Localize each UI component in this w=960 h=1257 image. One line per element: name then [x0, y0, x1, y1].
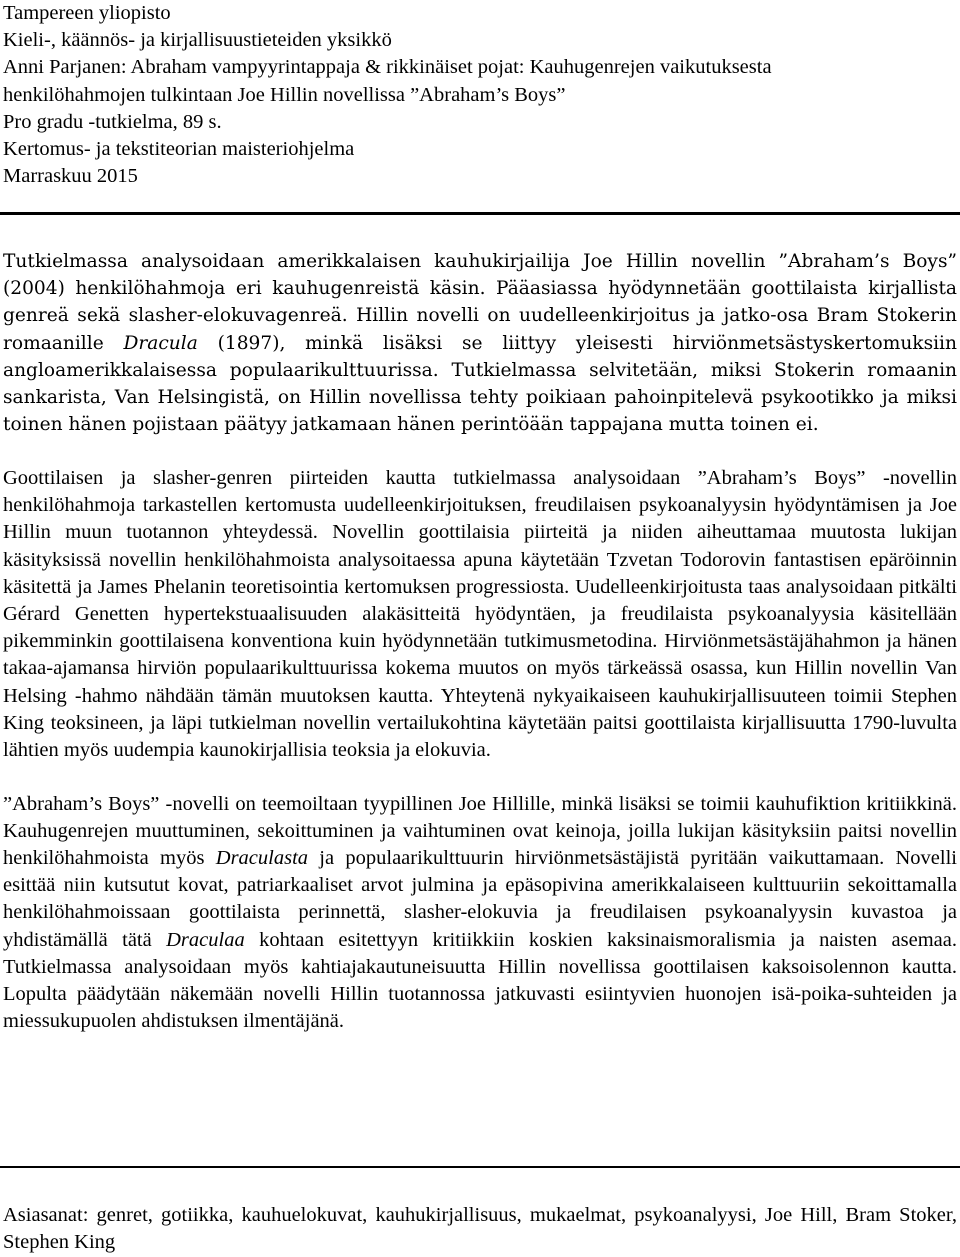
abstract-paragraph-2: Goottilaisen ja slasher-genren piirteiden kautta tutkielmassa analysoidaan ”Abraham’s Boys” -novellin henkilöhahmoja tarkastellen kertomusta uudelleenkirjoituksen, freudilaisen psykoanalyysin hyödyntämisen ja Joe Hillin muun tuotannon yhteydessä. Novellin goottilaisia piirteitä ja niiden aiheuttamaa muutosta lukijan käsityksissä novellin henkilöhahmoista analysoitaessa apuna käytetään Tzvetan Todorovin fantastisen epäröinnin käsitettä ja James Phelanin teoretisointia kertomuksen progressiosta. Uudelleenkirjoitusta taas analysoidaan pitkälti Gérard Genetten hypertekstuaalisuuden alakäsitteitä hyödyntäen, ja freudilaista psykoanalyysia käsitellään pikemminkin goottilaisena konventiona kuin hyödynnetään tutkimusmetodina. Hirviönmetsästäjähahmon ja hänen takaa-ajamansa hirviön populaarikulttuurissa kokema muutos on myös tärkeässä osassa, kun Hillin novellin Van Helsing -hahmo nähdään tämän muutoksen kautta. Yhteytenä nykyaikaiseen kauhukirjallisuuteen toimii Stephen King teoksineen, ja läpi tutkielman novellin vertailukohtina käytetään paitsi goottilaista kirjallisuutta 1790-luvulta lähtien myös uudempia kaunokirjallisia teoksia ja elokuvia.: [3, 466, 957, 761]
abstract-p3-text-c: kohtaan esitettyyn kritiikkiin koskien kaksinaismoralismia ja naisten asemaa. Tutkielmassa analysoidaan myös kahtiajakautuneisuutta Hillin novellissa goottilaisen kaksoisolennon kautta. Lopulta päädytään näkemään novelli Hillin tuotannossa jatkuvasti esiintyvien huonojen isä-poika-suhteiden ja miessukupuolen ahdistuksen ilmentäjänä.: [3, 928, 958, 1033]
abstract-p3-text-a: ”Abraham’s Boys” -novelli on teemoiltaan tyypillinen Joe Hillille, minkä lisäksi se toimii kauhufiktion kritiikkinä. Kauhugenrejen muuttuminen, sekoittuminen ja vaihtuminen ovat keinoja, joilla lukijan käsityksiin paitsi novellin henkilöhahmoista myös: [3, 792, 957, 870]
author-title-line-1: Anni Parjanen: Abraham vampyyrintappaja & rikkinäiset pojat: Kauhugenrejen vaikutuksesta: [3, 56, 772, 79]
abstract-body: [3, 248, 957, 1062]
abstract-paragraph-3: [3, 791, 957, 1036]
bottom-divider: [0, 1166, 960, 1168]
abstract-p3-title-italic-2: Draculaa: [166, 928, 245, 951]
thesis-header: [3, 0, 953, 190]
university-name: Tampereen yliopisto: [3, 2, 171, 24]
author-title-line-2: henkilöhahmojen tulkintaan Joe Hillin novellissa ”Abraham’s Boys”: [3, 83, 566, 106]
abstract-p3-text-b: ja populaarikulttuurin hirviönmetsästäjistä pyritään vaikuttamaan. Novelli esittää niin kutsutut kovat, patriarkaaliset arvot julmina ja epäsopivina amerikkalaiseen kulttuuriin sekoittamalla henkilöhahmoissaan goottilaista perinnettä, slasher-elokuvia ja freudilaisen psykoanalyysin kuvastoa ja yhdistämällä tätä: [3, 847, 957, 951]
abstract-p1-text-a: Tutkielmassa analysoidaan amerikkalaisen kauhukirjailija Joe Hillin novellin ”Abraham’s Boys” (2004) henkilöhahmoja eri kauhugenreistä käsin. Pääasiassa hyödynnetään goottilaista kirjallista genreä sekä slasher-elokuvagenreä. Hillin novelli on uudelleenkirjoitus ja jatko-osa Bram Stokerin romaanille: [3, 251, 957, 354]
abstract-paragraph-1: [3, 248, 957, 438]
keywords: Asiasanat: genret, gotiikka, kauhuelokuvat, kauhukirjallisuus, mukaelmat, psykoanalyysi, Joe Hill, Bram Stoker, Stephen King: [3, 1204, 957, 1254]
abstract-p1-text-b: (1897), minkä lisäksi se liittyy yleisesti hirviönmetsästyskertomuksiin angloamerikkalaisessa populaarikulttuurissa. Tutkielmassa selvitetään, miksi Stokerin romaanin sankarista, Van Helsingistä, on Hillin novellissa tehty poikiaan pahoinpitelevä psykootikko ja miksi toinen hänen pojistaan päätyy jatkamaan hänen perintöään tappajana mutta toinen ei.: [3, 332, 957, 436]
thesis-type: Pro gradu -tutkielma, 89 s.: [3, 110, 222, 133]
abstract-p1-title-italic: Dracula: [123, 332, 198, 354]
abstract-p3-title-italic-1: Draculasta: [215, 847, 309, 870]
degree-programme: Kertomus- ja tekstiteorian maisteriohjelma: [3, 138, 355, 161]
thesis-date: Marraskuu 2015: [3, 165, 138, 188]
top-divider: [0, 212, 960, 215]
faculty-unit: Kieli-, käännös- ja kirjallisuustieteiden yksikkö: [3, 29, 392, 52]
